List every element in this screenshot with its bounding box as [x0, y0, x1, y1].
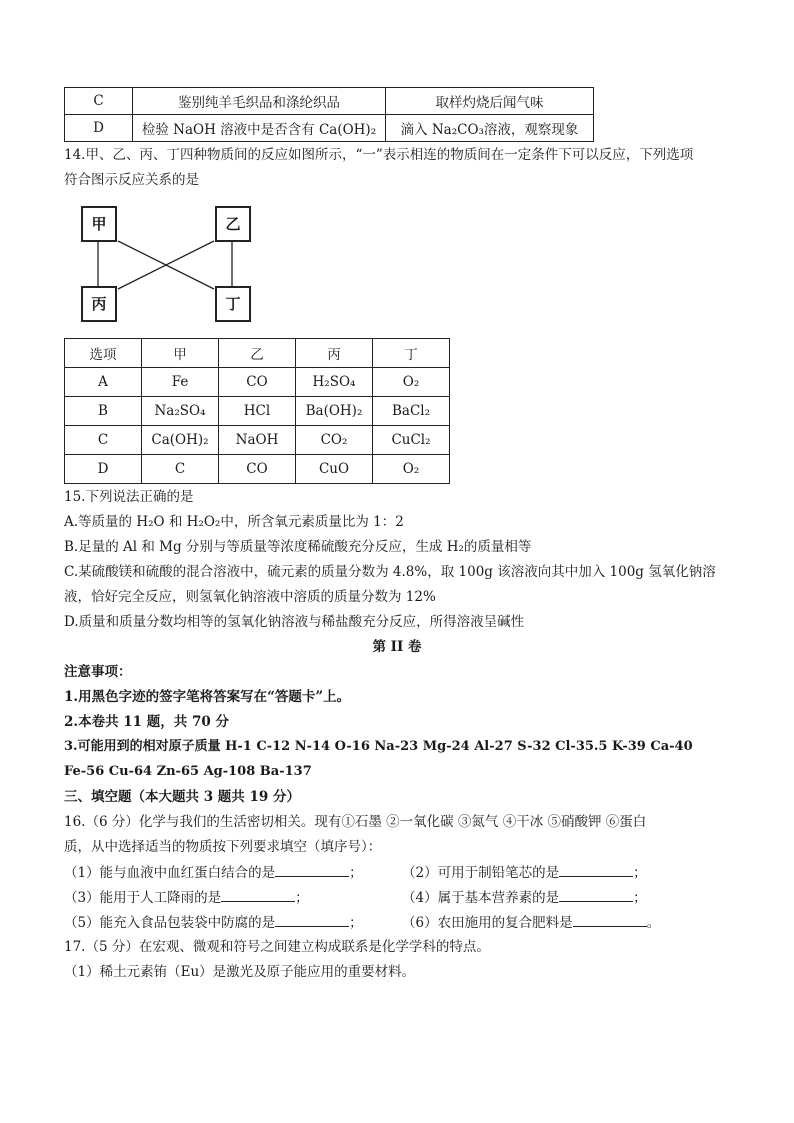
q16-item-label: （2）可用于制铅笔芯的是 — [402, 865, 560, 881]
table-cell: Fe — [142, 368, 219, 397]
q14-stem-line2: 符合图示反应关系的是 — [64, 172, 199, 188]
table-cell: D — [65, 455, 142, 484]
diagram-box-ding: 丁 — [215, 286, 251, 322]
header-cell: 乙 — [219, 339, 296, 368]
q16-item-label: （1）能与血液中血红蛋白结合的是 — [64, 865, 276, 881]
q16-stem-line2: 质，从中选择适当的物质按下列要求填空（填序号）： — [64, 839, 382, 855]
q16-item-label: （5）能充入食品包装袋中防腐的是 — [64, 915, 276, 931]
answer-blank[interactable] — [573, 912, 647, 927]
q16-item-end: ； — [349, 865, 363, 881]
table-cell: O₂ — [373, 455, 450, 484]
q16-item-2 — [402, 862, 647, 883]
table-header-row — [65, 339, 450, 368]
note-3-line1: 3.可能用到的相对原子质量 H-1 C-12 N-14 O-16 Na-23 Mg-24 Al-27 S-32 Cl-35.5 K-39 Ca-40 — [64, 739, 693, 754]
q15-option-c-line1: C.某硫酸镁和硫酸的混合溶液中，硫元素的质量分数为 4.8%，取 100g 该溶液向其中加入 100g 氢氧化钠溶 — [64, 564, 716, 580]
q16-item-end: ； — [633, 865, 647, 881]
table-cell: D — [65, 115, 133, 142]
part3-title: 三、填空题（本大题共 3 题共 19 分） — [64, 789, 300, 805]
table-cell: A — [65, 368, 142, 397]
q16-item-label: （6）农田施用的复合肥料是 — [402, 915, 573, 931]
q14-options-table — [64, 338, 450, 484]
answer-blank[interactable] — [559, 862, 633, 877]
table-cell: 取样灼烧后闻气味 — [386, 88, 594, 115]
table-cell: C — [65, 426, 142, 455]
note-2: 2.本卷共 11 题，共 70 分 — [64, 714, 229, 730]
table-row — [65, 426, 450, 455]
q16-item-label: （3）能用于人工降雨的是 — [64, 890, 222, 906]
q15-option-b: B.足量的 Al 和 Mg 分别与等质量等浓度稀硫酸充分反应，生成 H₂的质量相等 — [64, 539, 532, 555]
q16-item-3 — [64, 887, 309, 908]
q16-item-end: 。 — [646, 915, 661, 931]
q15-stem: 15.下列说法正确的是 — [64, 489, 194, 505]
table-cell: CO — [219, 455, 296, 484]
diagram-box-bing: 丙 — [81, 286, 117, 322]
header-cell: 丙 — [296, 339, 373, 368]
table-cell: Na₂SO₄ — [142, 397, 219, 426]
header-cell: 丁 — [373, 339, 450, 368]
answer-blank[interactable] — [221, 887, 295, 902]
table-cell: C — [65, 88, 133, 115]
q17-sub-1: （1）稀土元素铕（Eu）是激光及原子能应用的重要材料。 — [64, 964, 416, 980]
prev-options-table — [64, 87, 594, 142]
table-cell: B — [65, 397, 142, 426]
q14-stem-line1: 14.甲、乙、丙、丁四种物质间的反应如图所示，“一”表示相连的物质间在一定条件下可以反应，下列选项 — [64, 147, 694, 163]
table-row — [65, 368, 450, 397]
table-cell: C — [142, 455, 219, 484]
note-3-line2: Fe-56 Cu-64 Zn-65 Ag-108 Ba-137 — [64, 764, 312, 779]
answer-blank[interactable] — [275, 912, 349, 927]
header-cell: 选项 — [65, 339, 142, 368]
q15-option-d: D.质量和质量分数均相等的氢氧化钠溶液与稀盐酸充分反应，所得溶液呈碱性 — [64, 614, 525, 630]
table-cell: HCl — [219, 397, 296, 426]
table-cell: 滴入 Na₂CO₃溶液，观察现象 — [386, 115, 594, 142]
q16-item-4 — [402, 887, 647, 908]
q16-stem-line1: 16.（6 分）化学与我们的生活密切相关。现有①石墨 ②一氧化碳 ③氮气 ④干冰 ⑤硝酸钾 ⑥蛋白 — [64, 814, 647, 830]
diagram-box-jia: 甲 — [81, 206, 117, 242]
answer-blank[interactable] — [559, 887, 633, 902]
table-cell: 鉴别纯羊毛织品和涤纶织品 — [133, 88, 386, 115]
table-cell: BaCl₂ — [373, 397, 450, 426]
table-cell: Ba(OH)₂ — [296, 397, 373, 426]
note-1: 1.用黑色字迹的签字笔将答案写在“答题卡”上。 — [64, 689, 351, 705]
table-cell: CuCl₂ — [373, 426, 450, 455]
table-row — [65, 455, 450, 484]
table-cell: H₂SO₄ — [296, 368, 373, 397]
header-cell: 甲 — [142, 339, 219, 368]
q16-item-6 — [402, 912, 660, 933]
table-cell: CuO — [296, 455, 373, 484]
q16-item-label: （4）属于基本营养素的是 — [402, 890, 560, 906]
notes-title: 注意事项： — [64, 664, 132, 680]
q17-stem: 17.（5 分）在宏观、微观和符号之间建立构成联系是化学学科的特点。 — [64, 939, 490, 955]
diagram-box-yi: 乙 — [215, 206, 251, 242]
q16-item-5 — [64, 912, 363, 933]
table-row — [65, 397, 450, 426]
table-cell: CO — [219, 368, 296, 397]
q16-item-end: ； — [633, 890, 647, 906]
table-row — [65, 88, 594, 115]
q15-option-a: A.等质量的 H₂O 和 H₂O₂中，所含氧元素质量比为 1：2 — [64, 514, 404, 530]
table-row — [65, 115, 594, 142]
table-cell: CO₂ — [296, 426, 373, 455]
q16-item-end: ； — [349, 915, 363, 931]
table-cell: O₂ — [373, 368, 450, 397]
q16-item-end: ； — [295, 890, 309, 906]
section-title: 第 II 卷 — [372, 639, 422, 655]
answer-blank[interactable] — [275, 862, 349, 877]
table-cell: 检验 NaOH 溶液中是否含有 Ca(OH)₂ — [133, 115, 386, 142]
q15-option-c-line2: 液，恰好完全反应，则氢氧化钠溶液中溶质的质量分数为 12% — [64, 589, 436, 605]
q16-item-1 — [64, 862, 363, 883]
table-cell: Ca(OH)₂ — [142, 426, 219, 455]
table-cell: NaOH — [219, 426, 296, 455]
